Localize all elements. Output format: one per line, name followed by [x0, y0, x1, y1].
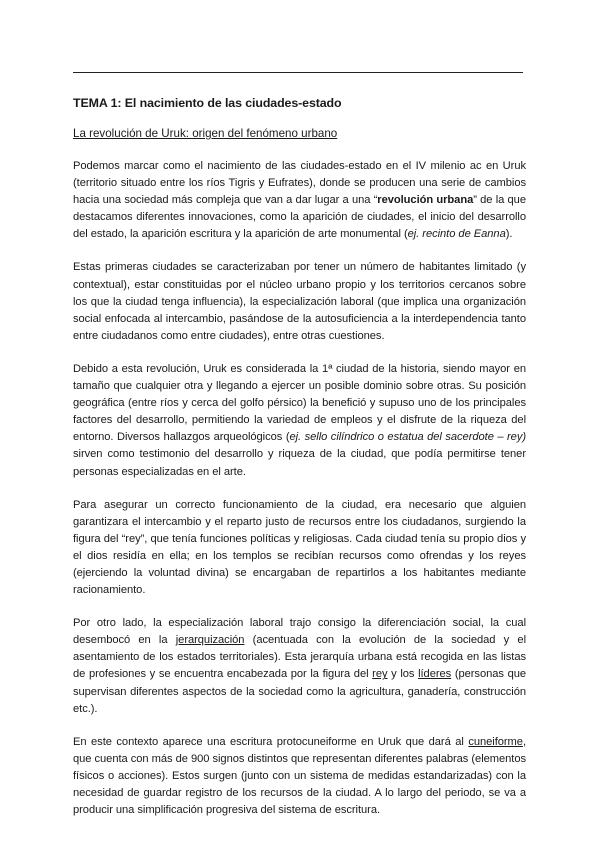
paragraph-5-text-c: (acentuada con la evolución de la sociedad y el asentamiento de los estados territoriales). Esta jerarquía urbana está recogida en las listas de profesiones y se encuentra encabezada por la figura del — [73, 634, 526, 681]
paragraph-1-italic-example: ej. recinto de Eanna — [407, 228, 506, 241]
paragraph-1 — [73, 158, 526, 243]
page-title: TEMA 1: El nacimiento de las ciudades-estado — [73, 96, 342, 110]
paragraph-6-underlined-cuneiforme: cuneiforme — [468, 735, 523, 748]
paragraph-2: Estas primeras ciudades se caracterizaban por tener un número de habitantes limitado (y contextual), estar constituidas por el núcleo urbano propio y los territorios cercanos sobre los que la ciudad tenga influencia), la especialización laboral (que implica una organización social enfocada al intercambio, pasándose de la autosuficiencia a la interdependencia tanto entre ciudadanos como entre ciudades), entre otras cuestiones. — [73, 261, 526, 342]
paragraph-3-text-a: Debido a esta revolución, Uruk es considerada la 1ª ciudad de la historia, siendo mayor en tamaño que cualquier otra y llegando a ejercer un posible dominio sobre otras. Su posición geográfica (entre ríos y cerca del golfo pérsico) la benefició y supuso uno de los principales factores del desarrollo, permitiendo la variedad de empleos y el disfrute de la riqueza del entorno. Diversos hallazgos arqueológicos ( — [73, 362, 526, 444]
paragraph-1-text-e: ). — [505, 228, 513, 241]
paragraph-5-underlined-jerarquizacion: jerarquización — [175, 634, 245, 647]
document-page — [73, 72, 526, 835]
paragraph-6 — [73, 734, 526, 819]
paragraph-5-text-a: Por otro lado, la especialización laboral trajo consigo la diferenciación social, la cual desembocó en la — [73, 617, 526, 647]
section-subtitle: La revolución de Uruk: origen del fenómeno urbano — [73, 127, 338, 140]
top-rule — [73, 72, 523, 73]
paragraph-3 — [73, 361, 526, 481]
paragraph-1-bold-term: revolución urbana — [377, 194, 474, 207]
paragraph-1-text-c: ” de la que destacamos diferentes innovaciones, como la aparición de ciudades, el inicio del desarrollo del estado, la aparición escritura y la aparición de arte monumental ( — [73, 194, 526, 241]
paragraph-5 — [73, 615, 526, 718]
paragraph-3-text-c: sirven como testimonio del desarrollo y riqueza de la ciudad, que podía permitirse tener personas especializadas en el arte. — [73, 448, 526, 478]
paragraph-6-text-a: En este contexto aparece una escritura protocuneiforme en Uruk que dará al — [73, 735, 469, 748]
paragraph-1-text-a: Podemos marcar como el nacimiento de las ciudades-estado en el IV milenio ac en Uruk (territorio situado entre los ríos Tigris y Eufrates), donde se producen una serie de cambios hacia una sociedad más compleja que van a dar lugar a una “ — [73, 160, 526, 207]
paragraph-5-underlined-rey: rey — [372, 668, 388, 681]
paragraph-3-italic-example: ej. sello cilíndrico o estatua del sacerdote – rey) — [289, 431, 527, 444]
paragraph-5-underlined-lideres: líderes — [418, 668, 452, 681]
paragraph-4: Para asegurar un correcto funcionamiento de la ciudad, era necesario que alguien garantizara el intercambio y el reparto justo de recursos entre los ciudadanos, surgiendo la figura del “rey”, que tenía funciones políticas y religiosas. Cada ciudad tenía su propio dios y el dios residía en ella; en los templos se recibían recursos como ofrendas y los reyes (ejerciendo la voluntad divina) se encargaban de repartirlos a los habitantes mediante racionamiento. — [73, 498, 526, 597]
paragraph-5-text-g: (personas que supervisan diferentes aspectos de la sociedad como la agricultura, ganadería, construcción etc.). — [73, 668, 527, 715]
paragraph-5-text-e: y los — [387, 668, 419, 681]
paragraph-6-text-c: , que cuenta con más de 900 signos distintos que representan diferentes palabras (elementos físicos o acciones). Estos surgen (junto con un sistema de medidas estandarizadas) con la necesidad de guardar registro de los recursos de la ciudad. A lo largo del periodo, se va a producir una simplificación progresiva del sistema de escritura. — [73, 735, 526, 817]
